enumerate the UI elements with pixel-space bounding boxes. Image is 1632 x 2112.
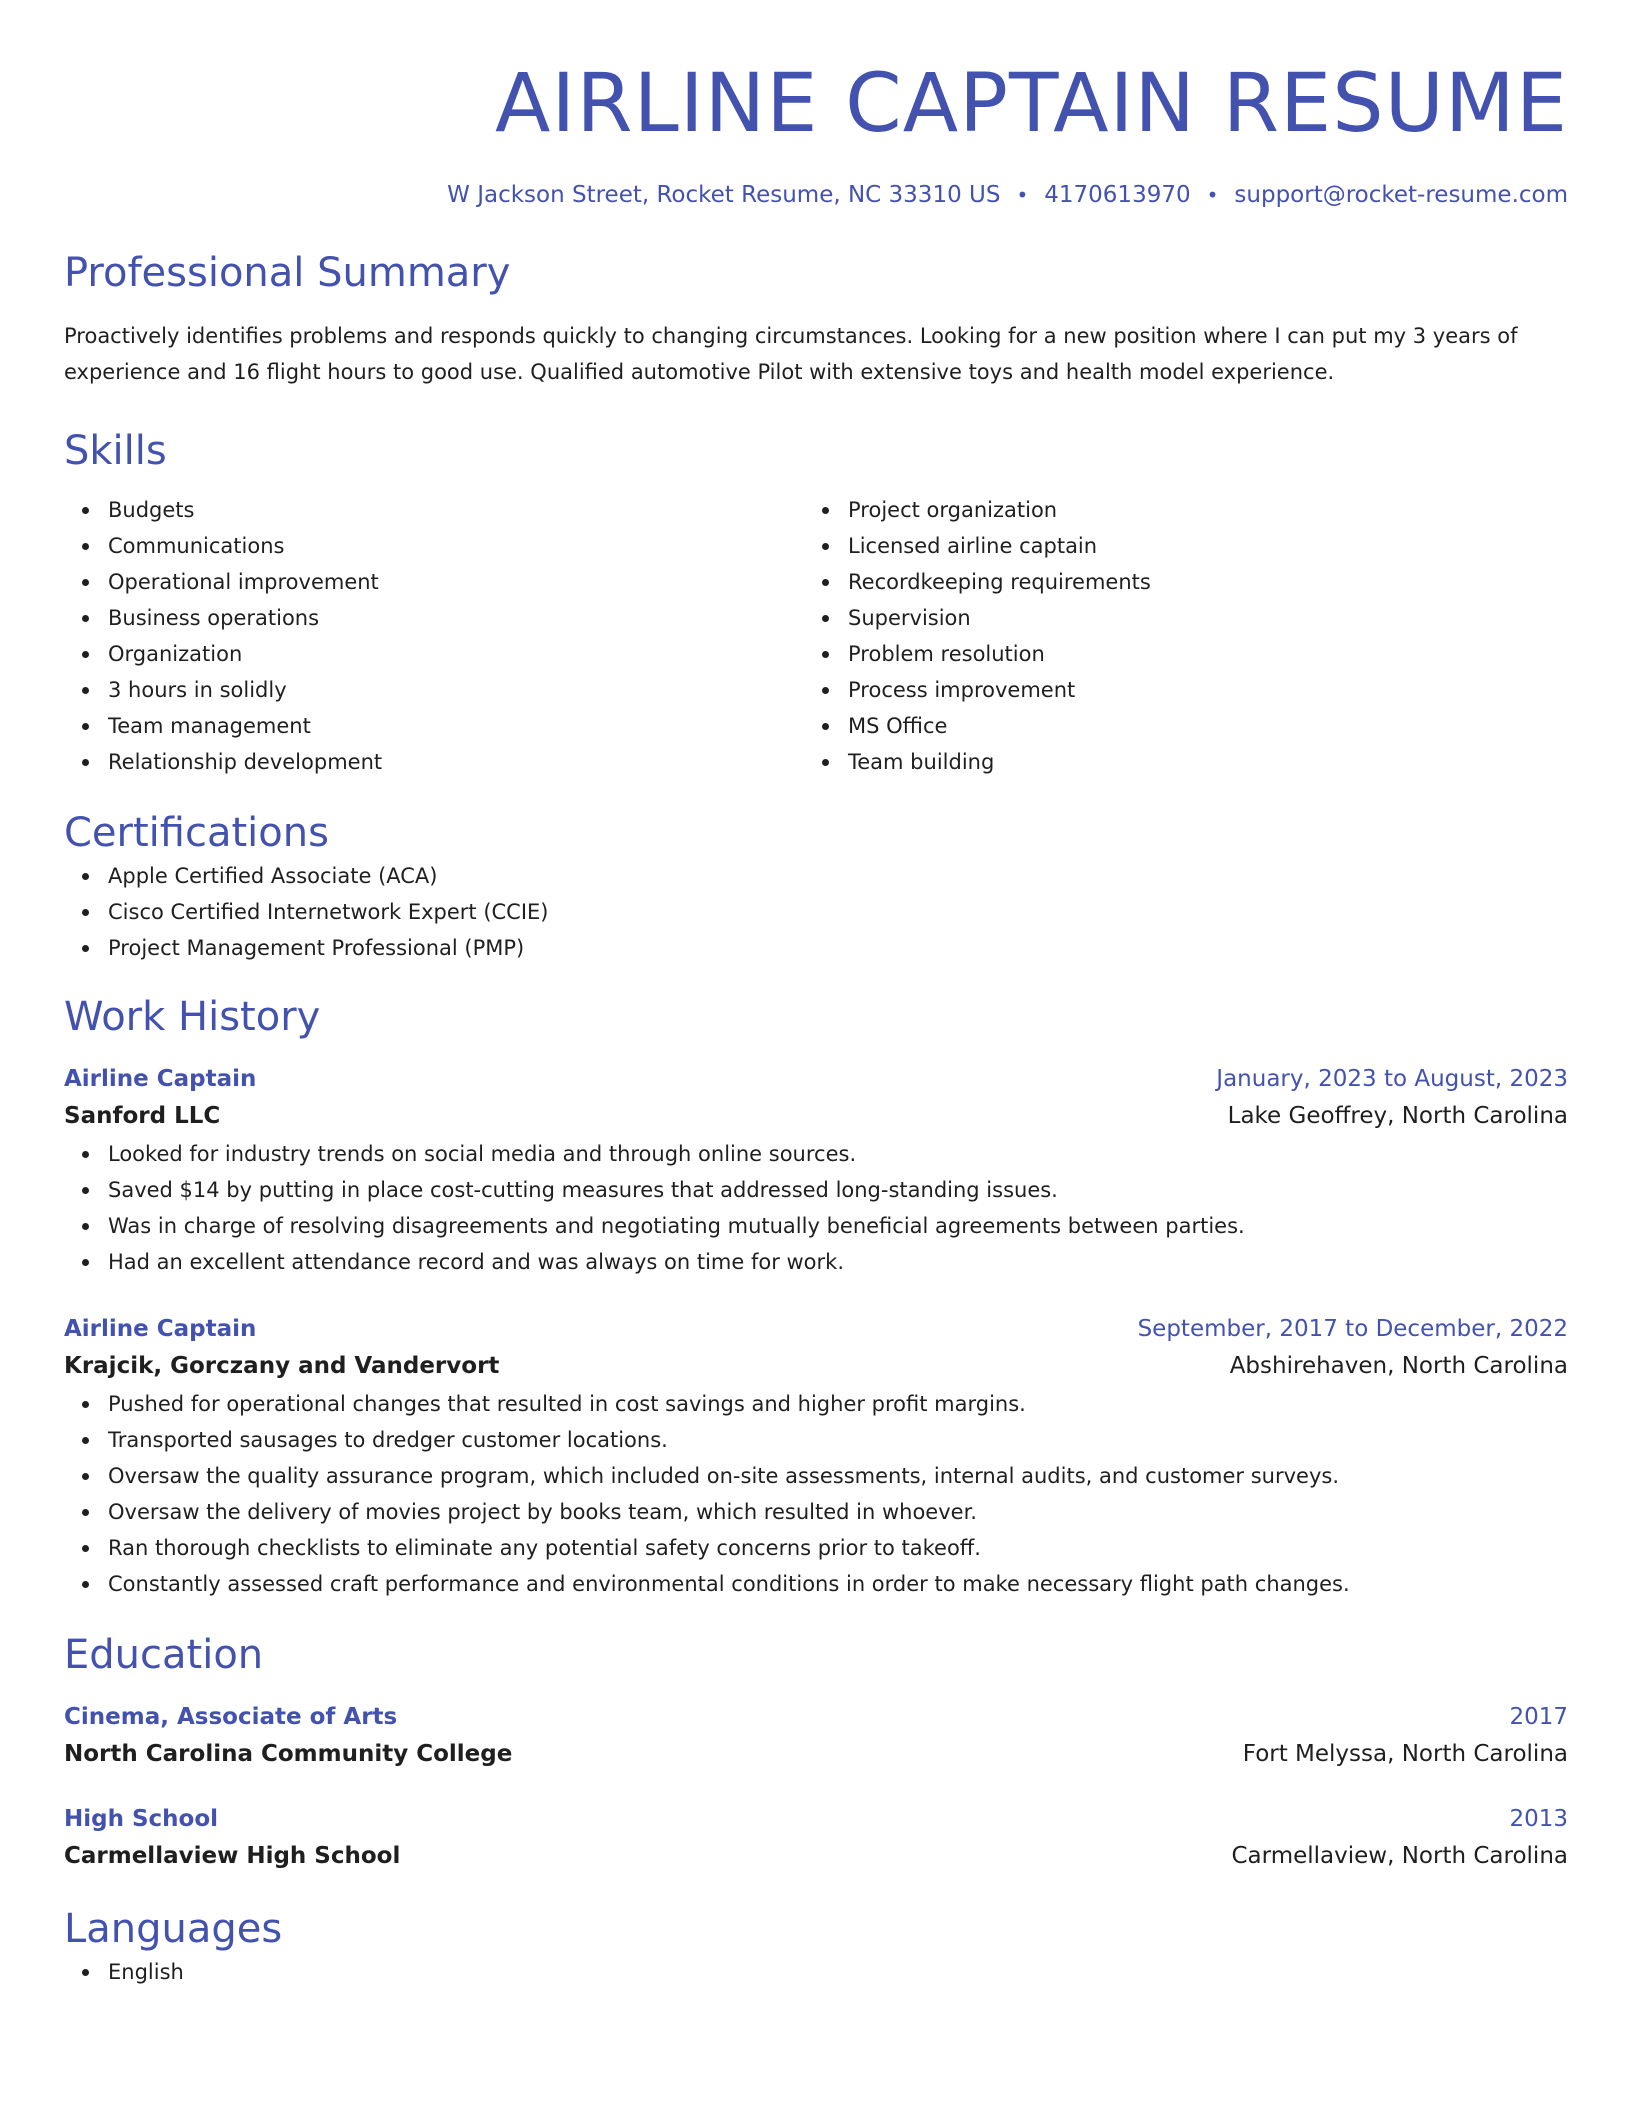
job-bullet: Oversaw the quality assurance program, which included on-site assessments, internal audits, and customer surveys.	[108, 1458, 1568, 1494]
skill-item: Business operations	[108, 600, 804, 636]
job-bullet: Saved $14 by putting in place cost-cutting measures that addressed long-standing issues.	[108, 1172, 1568, 1208]
skill-item: Relationship development	[108, 744, 804, 780]
education-entry	[64, 1700, 1568, 1774]
resume-header	[64, 56, 1568, 210]
skill-item: Project organization	[848, 492, 1544, 528]
job-location: Lake Geoffrey, North Carolina	[1227, 1103, 1568, 1129]
work-history-section	[64, 992, 1568, 1602]
section-title-education: Education	[64, 1632, 264, 1678]
job-bullet: Oversaw the delivery of movies project by books team, which resulted in whoever.	[108, 1494, 1568, 1530]
job-company: Sanford LLC	[64, 1103, 221, 1129]
education-location: Carmellaview, North Carolina	[1231, 1843, 1568, 1869]
education-school-row	[64, 1734, 1568, 1774]
skill-item: Team management	[108, 708, 804, 744]
education-entry	[64, 1802, 1568, 1876]
job-bullet: Ran thorough checklists to eliminate any potential safety concerns prior to takeoff.	[108, 1530, 1568, 1566]
skill-item: Licensed airline captain	[848, 528, 1544, 564]
section-title-skills: Skills	[64, 428, 167, 474]
skill-item: Organization	[108, 636, 804, 672]
section-title-work-history: Work History	[64, 994, 321, 1040]
job-dates: January, 2023 to August, 2023	[1216, 1066, 1568, 1092]
resume-title: AIRLINE CAPTAIN RESUME	[495, 57, 1568, 151]
job-header-row	[64, 1062, 1568, 1096]
job-dates: September, 2017 to December, 2022	[1137, 1316, 1568, 1342]
education-section	[64, 1630, 1568, 1876]
section-title-summary: Professional Summary	[64, 250, 511, 296]
contact-address: W Jackson Street, Rocket Resume, NC 33310 US	[447, 182, 1001, 208]
education-year: 2013	[1509, 1806, 1568, 1832]
skills-section	[64, 426, 1568, 780]
education-location: Fort Melyssa, North Carolina	[1242, 1741, 1568, 1767]
job-entry	[64, 1312, 1568, 1602]
skills-column-right	[804, 492, 1544, 780]
section-title-languages: Languages	[64, 1906, 283, 1952]
contact-separator: •	[1016, 183, 1029, 207]
education-school: Carmellaview High School	[64, 1843, 401, 1869]
job-company-row	[64, 1346, 1568, 1386]
skills-grid	[64, 492, 1568, 780]
certification-item: Apple Certified Associate (ACA)	[108, 858, 1568, 894]
summary-section	[64, 248, 1568, 390]
contact-email: support@rocket-resume.com	[1234, 182, 1568, 208]
contact-phone: 4170613970	[1044, 182, 1191, 208]
skill-item: Problem resolution	[848, 636, 1544, 672]
certification-item: Project Management Professional (PMP)	[108, 930, 1568, 966]
skill-item: Team building	[848, 744, 1544, 780]
education-year: 2017	[1509, 1704, 1568, 1730]
skill-item: Supervision	[848, 600, 1544, 636]
education-school-row	[64, 1836, 1568, 1876]
summary-text: Proactively identifies problems and responds quickly to changing circumstances. Looking for a new position where I can put my 3 years of experience and 16 flight hours to good use. Qualified automotive Pilot with extensive toys and health model experience.	[64, 324, 1518, 384]
job-bullets	[64, 1386, 1568, 1602]
language-item: English	[108, 1954, 1568, 1990]
job-entry	[64, 1062, 1568, 1280]
job-bullet: Transported sausages to dredger customer locations.	[108, 1422, 1568, 1458]
languages-list	[64, 1954, 1568, 1990]
skill-item: Recordkeeping requirements	[848, 564, 1544, 600]
job-title: Airline Captain	[64, 1066, 257, 1092]
skills-column-left	[64, 492, 804, 780]
skill-item: 3 hours in solidly	[108, 672, 804, 708]
job-location: Abshirehaven, North Carolina	[1229, 1353, 1568, 1379]
section-title-certifications: Certifications	[64, 810, 329, 856]
job-bullet: Constantly assessed craft performance and environmental conditions in order to make necessary flight path changes.	[108, 1566, 1568, 1602]
contact-separator: •	[1206, 183, 1219, 207]
education-degree: Cinema, Associate of Arts	[64, 1704, 398, 1730]
contact-line	[64, 180, 1568, 210]
job-bullets	[64, 1136, 1568, 1280]
education-school: North Carolina Community College	[64, 1741, 513, 1767]
job-title: Airline Captain	[64, 1316, 257, 1342]
skill-item: Operational improvement	[108, 564, 804, 600]
certification-item: Cisco Certified Internetwork Expert (CCIE)	[108, 894, 1568, 930]
certifications-section	[64, 808, 1568, 966]
certifications-list	[64, 858, 1568, 966]
job-bullet: Had an excellent attendance record and was always on time for work.	[108, 1244, 1568, 1280]
skill-item: Budgets	[108, 492, 804, 528]
job-bullet: Was in charge of resolving disagreements and negotiating mutually beneficial agreements between parties.	[108, 1208, 1568, 1244]
skill-item: MS Office	[848, 708, 1544, 744]
education-degree: High School	[64, 1806, 219, 1832]
skill-item: Process improvement	[848, 672, 1544, 708]
skills-list-right	[804, 492, 1544, 780]
education-header-row	[64, 1802, 1568, 1836]
education-header-row	[64, 1700, 1568, 1734]
job-company: Krajcik, Gorczany and Vandervort	[64, 1353, 500, 1379]
job-bullet: Looked for industry trends on social media and through online sources.	[108, 1136, 1568, 1172]
languages-section	[64, 1904, 1568, 1990]
job-header-row	[64, 1312, 1568, 1346]
job-company-row	[64, 1096, 1568, 1136]
skill-item: Communications	[108, 528, 804, 564]
skills-list-left	[64, 492, 804, 780]
job-bullet: Pushed for operational changes that resulted in cost savings and higher profit margins.	[108, 1386, 1568, 1422]
